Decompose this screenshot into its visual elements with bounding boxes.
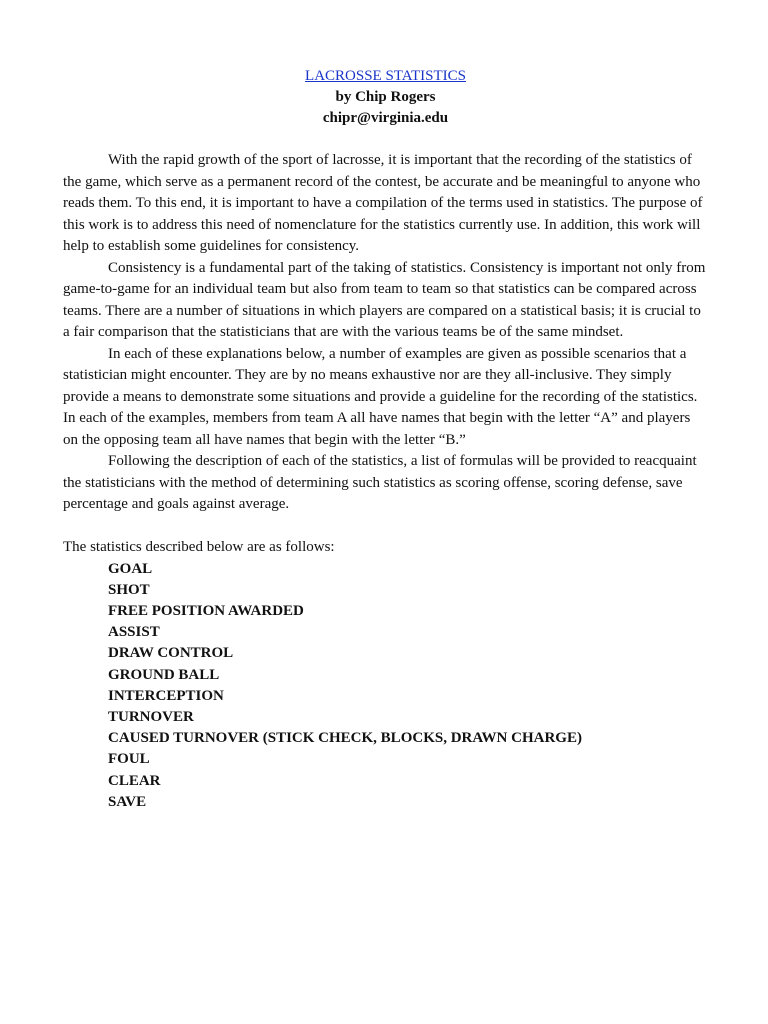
- list-item: ASSIST: [108, 624, 160, 641]
- document-title-link[interactable]: LACROSSE STATISTICS: [305, 68, 466, 84]
- list-item: CAUSED TURNOVER (STICK CHECK, BLOCKS, DRAWN CHARGE): [108, 730, 582, 747]
- list-item: GROUND BALL: [108, 666, 220, 683]
- list-item: FOUL: [108, 751, 150, 768]
- list-item: CLEAR: [108, 772, 161, 789]
- intro-paragraph: With the rapid growth of the sport of lacrosse, it is important that the recording of the statistics of the game, which serve as a permanent record of the contest, be accurate and be meaningful to anyone who reads them. To this end, it is important to have a compilation of the terms used in statistics. The purpose of this work is to address this need of nomenclature for the statistics currently use. In addition, this work will help to establish some guidelines for consistency.: [63, 152, 703, 254]
- list-item: SAVE: [108, 793, 147, 810]
- list-item: GOAL: [108, 560, 153, 577]
- document-header: [63, 66, 708, 129]
- statistics-list-intro: The statistics described below are as follows:: [63, 539, 335, 555]
- list-item: SHOT: [108, 581, 150, 598]
- author-line: by Chip Rogers: [335, 89, 436, 105]
- list-item: INTERCEPTION: [108, 687, 224, 704]
- list-item: TURNOVER: [108, 708, 194, 725]
- consistency-paragraph: Consistency is a fundamental part of the taking of statistics. Consistency is important not only from game-to-game for an individual team but also from team to team so that statistics can be compared across teams. There are a number of situations in which players are compared on a statistical basis; it is crucial to a fair comparison that the statisticians that are with the various teams be of the same mindset.: [63, 259, 706, 340]
- list-item: FREE POSITION AWARDED: [108, 602, 304, 619]
- formulas-paragraph: Following the description of each of the statistics, a list of formulas will be provided to reacquaint the statisticians with the method of determining such statistics as scoring offense, scoring defense, save percentage and goals against average.: [63, 453, 697, 512]
- examples-paragraph: In each of these explanations below, a number of examples are given as possible scenarios that a statistician might encounter. They are by no means exhaustive nor are they all-inclusive. They simply provide a means to demonstrate some situations and provide a guideline for the recording of the statistics. In each of the examples, members from team A all have names that begin with the letter “A” and players on the opposing team all have names that begin with the letter “B.”: [63, 345, 698, 448]
- list-item: DRAW CONTROL: [108, 645, 234, 662]
- spacer: [63, 516, 708, 538]
- statistics-list: [63, 559, 708, 813]
- document-body: [63, 150, 708, 813]
- author-email: chipr@virginia.edu: [322, 110, 449, 126]
